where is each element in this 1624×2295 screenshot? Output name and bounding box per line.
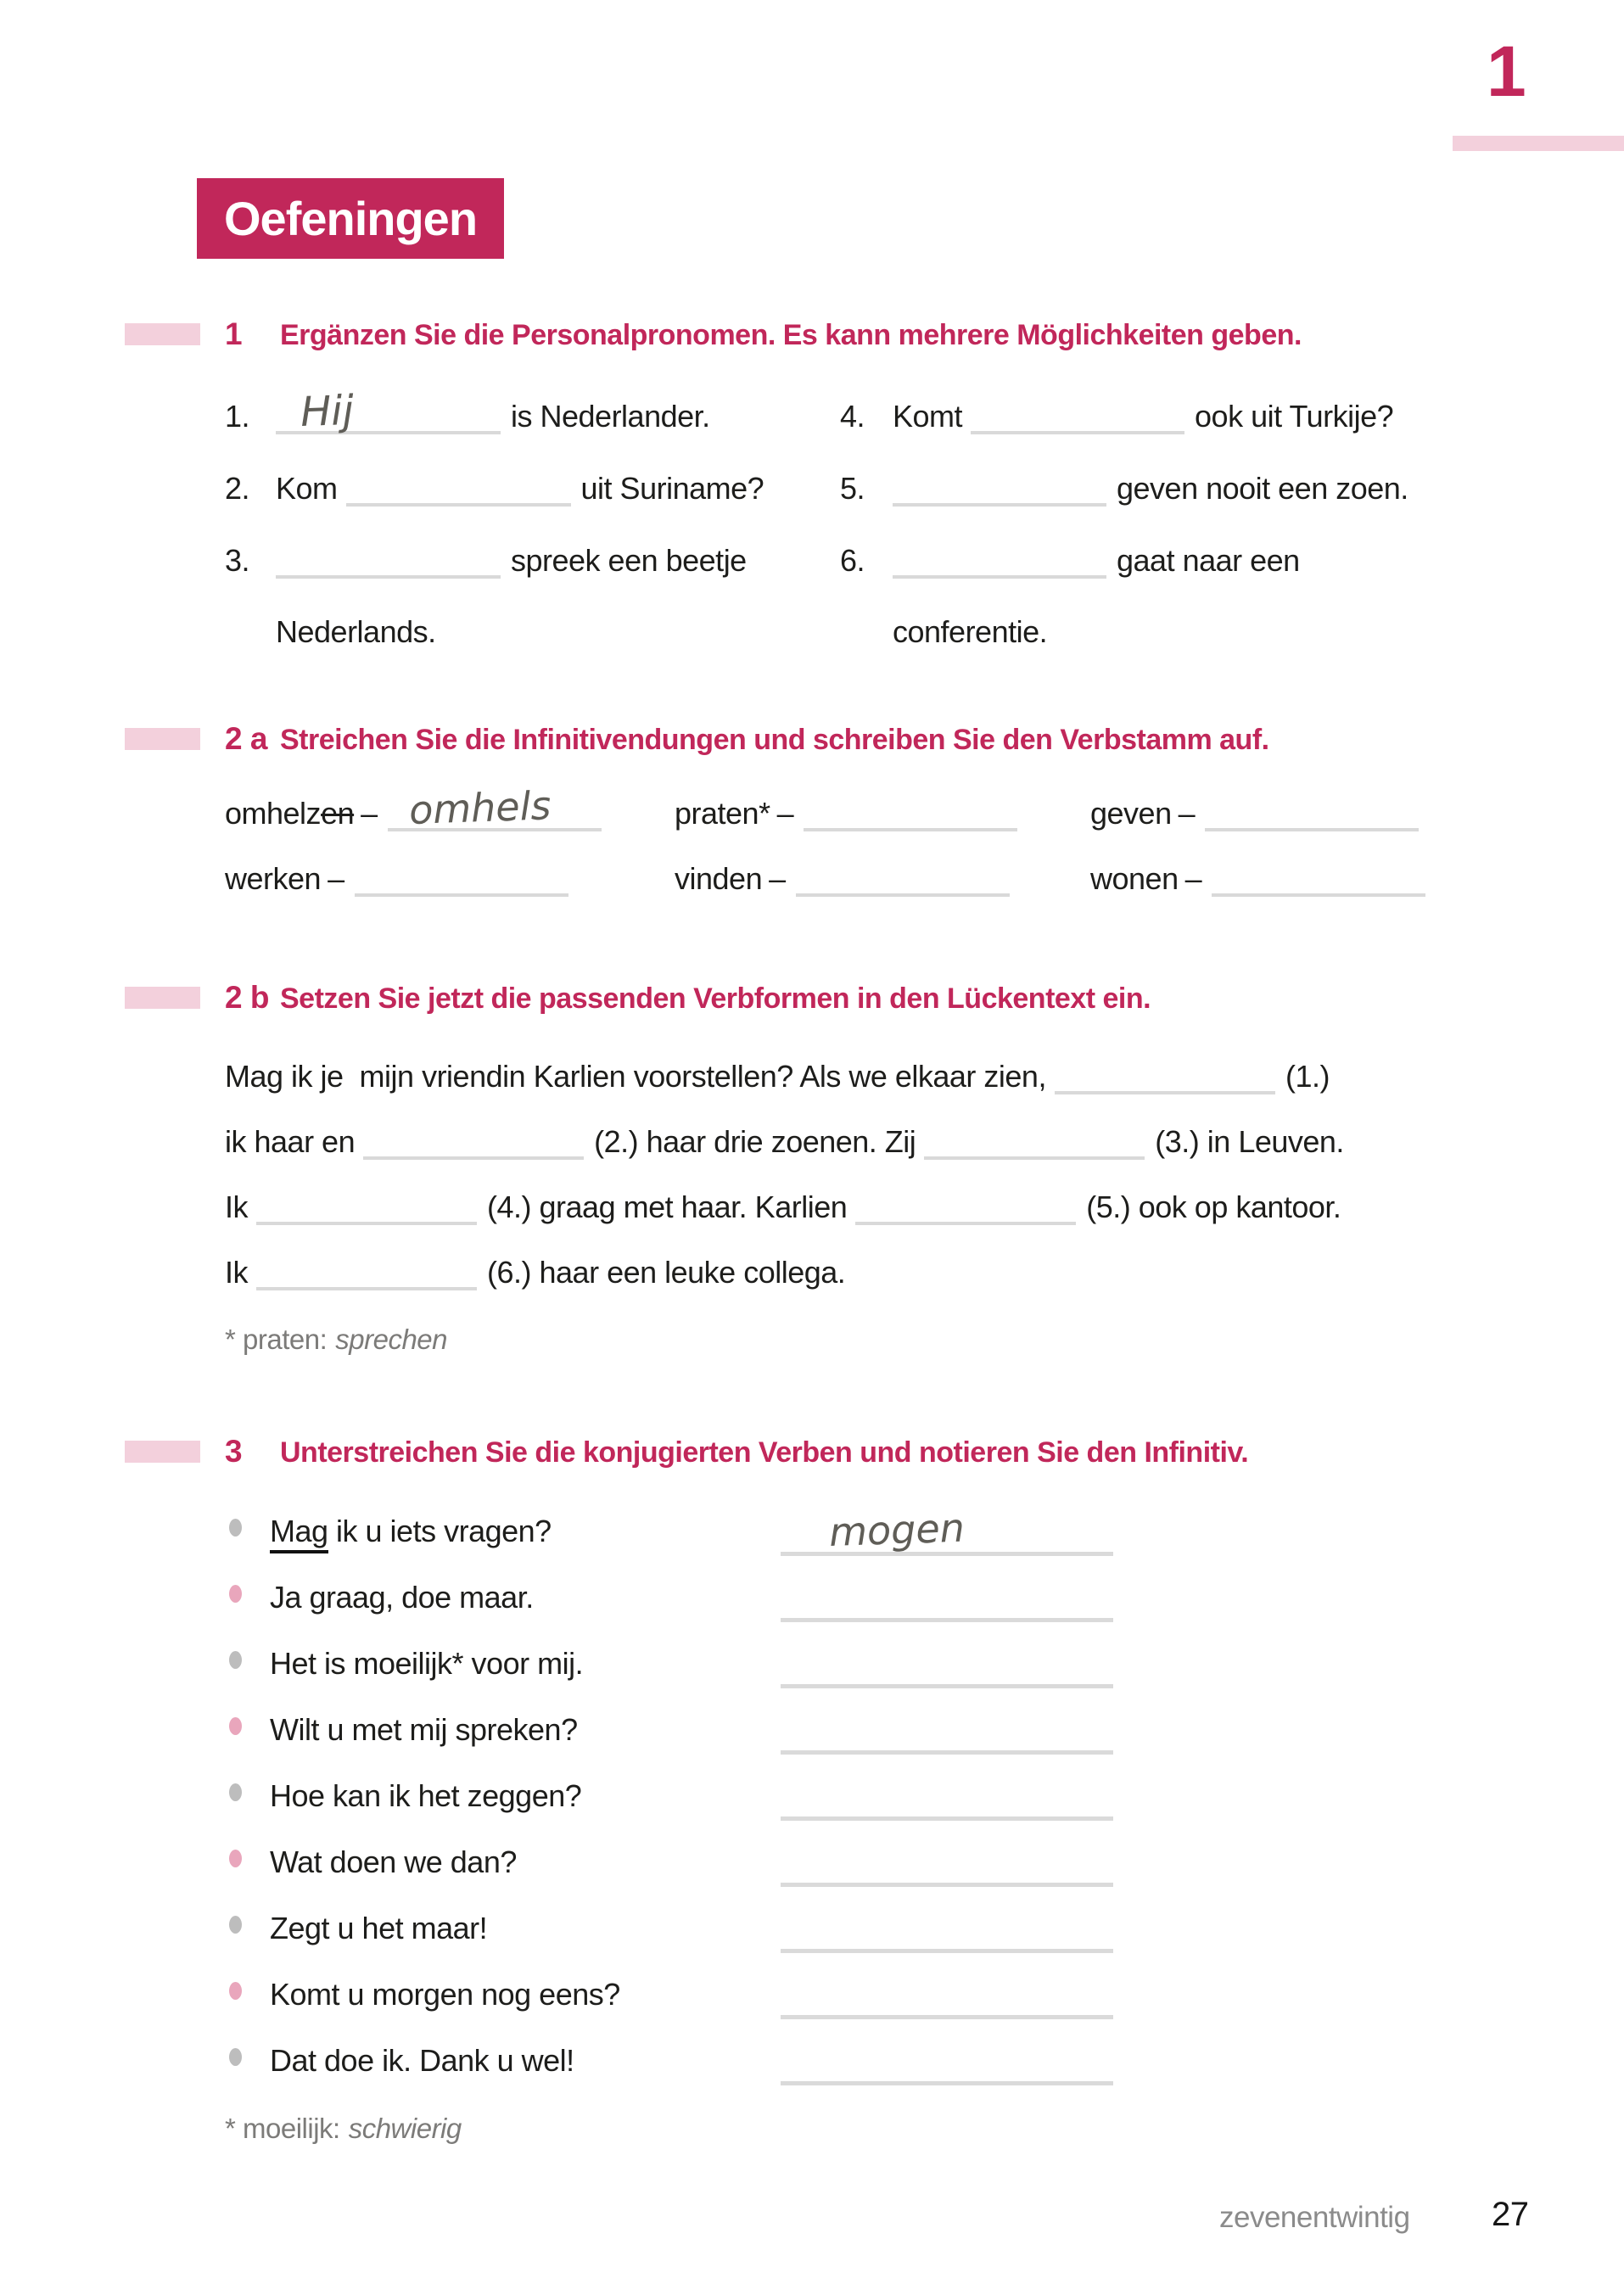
blank-line: [388, 782, 602, 833]
gap-label: (1.): [1285, 1059, 1330, 1094]
ex1-item-6: [840, 541, 1300, 579]
item-text: Kom: [276, 471, 338, 506]
ex1-item-6-wrap: [893, 613, 1047, 650]
footnote-term: sprechen: [335, 1324, 448, 1355]
item-text: Hoe kan ik het zeggen?: [270, 1778, 582, 1813]
blank-line: [924, 1122, 1145, 1160]
item-text: Dat doe ik. Dank u wel!: [270, 2043, 574, 2078]
answer-line: [781, 1684, 1113, 1688]
unit-number: 1: [1487, 31, 1526, 111]
item-text: conferentie.: [893, 614, 1048, 649]
bullet-icon: [229, 1982, 242, 2000]
exercise2b-number: 2 b: [225, 980, 269, 1015]
blank-line: [971, 397, 1184, 434]
handwritten-answer: Hij: [300, 386, 355, 436]
answer-line: [781, 2081, 1113, 2085]
gap-text: ik haar en: [225, 1124, 356, 1159]
blank-line: [256, 1188, 477, 1225]
bullet-icon: [229, 1519, 242, 1537]
item-text: gaat naar een: [1117, 543, 1300, 578]
dash: –: [328, 861, 344, 896]
dash: –: [769, 861, 786, 896]
gap-text: (3.) in Leuven.: [1155, 1124, 1344, 1159]
item-text: Ja graag, doe maar.: [270, 1580, 534, 1615]
footnote-label: * praten:: [225, 1324, 328, 1355]
blank-line: [256, 1253, 477, 1290]
answer-line: [781, 1883, 1113, 1887]
item-text: Wilt u met mij spreken?: [270, 1712, 578, 1747]
exercise1-instruction: Ergänzen Sie die Personalpronomen. Es kann mehrere Möglichkeiten geben.: [280, 319, 1302, 351]
footnote-label: * moeilijk:: [225, 2113, 340, 2144]
item-text: ook uit Turkije?: [1195, 399, 1394, 434]
item-text: Wat doen we dan?: [270, 1844, 517, 1879]
gap-text: (2.) haar drie zoenen. Zij: [594, 1124, 916, 1159]
item-number: 2.: [225, 471, 250, 506]
answer-line: [781, 2015, 1113, 2019]
exercise1-tag-bar: [125, 323, 200, 345]
item-text: Zegt u het maar!: [270, 1911, 488, 1945]
item-text: uit Suriname?: [580, 471, 764, 506]
ex2a-item-vinden: [675, 859, 1020, 897]
ex2b-footnote: [225, 1324, 447, 1356]
blank-line: [1212, 859, 1425, 897]
gap-text: (5.) ook op kantoor.: [1086, 1189, 1341, 1224]
section-title-box: [197, 178, 504, 259]
exercise2b-tag-bar: [125, 987, 200, 1009]
answer-line: [781, 1816, 1113, 1821]
gap-text: (6.) haar een leuke collega.: [487, 1255, 846, 1290]
item-text: Het is moeilijk* voor mij.: [270, 1646, 584, 1681]
answer-line: [781, 1750, 1113, 1755]
ex3-footnote: [225, 2113, 462, 2145]
item-text: [270, 1513, 552, 1549]
item-text: spreek een beetje: [511, 543, 747, 578]
dash: –: [361, 796, 378, 831]
bullet-icon: [229, 1850, 242, 1867]
verb-stem: werken: [225, 861, 322, 896]
gap-text: (4.) graag met haar. Karlien: [487, 1189, 848, 1224]
dash: –: [1178, 796, 1196, 831]
item-text: geven nooit een zoen.: [1117, 471, 1408, 506]
item-number: 1.: [225, 399, 250, 434]
verb-stem: omhelz: [225, 796, 322, 831]
blank-line: [276, 541, 501, 579]
ex2a-item-praten: [675, 794, 1028, 831]
ex1-item-3: [225, 541, 747, 579]
underlined-verb: Mag: [270, 1514, 328, 1553]
item-number: 5.: [840, 471, 865, 506]
item-text: Nederlands.: [276, 614, 436, 649]
bullet-icon: [229, 1916, 242, 1934]
ex1-item-3-wrap: [276, 613, 436, 650]
exercise1-number: 1: [225, 316, 243, 351]
blank-line: [363, 1122, 584, 1160]
item-text: Komt u morgen nog eens?: [270, 1977, 620, 2012]
ex1-item-2: [225, 469, 764, 507]
blank-line: [1205, 794, 1419, 831]
blank-line: [893, 469, 1106, 507]
ex2b-line-4: [225, 1253, 845, 1290]
bullet-icon: [229, 2048, 242, 2066]
exercise3-number: 3: [225, 1434, 243, 1469]
ex1-item-1: [225, 386, 710, 436]
exercise2a-instruction: Streichen Sie die Infinitivendungen und schreiben Sie den Verbstamm auf.: [280, 724, 1269, 756]
struck-ending: en: [321, 796, 355, 831]
exercise2b-instruction: Setzen Sie jetzt die passenden Verbformen in den Lückentext ein.: [280, 982, 1151, 1015]
dash: –: [1184, 861, 1202, 896]
blank-line: [796, 859, 1010, 897]
blank-line: [804, 794, 1017, 831]
footer-page-number: 27: [1492, 2196, 1529, 2233]
bullet-icon: [229, 1717, 242, 1735]
item-number: 3.: [225, 543, 250, 578]
answer-line: [781, 1504, 1113, 1556]
exercise3-tag-bar: [125, 1441, 200, 1463]
footer-page-word: zevenentwintig: [1219, 2201, 1410, 2234]
exercise2a-number: 2 a: [225, 721, 267, 756]
ex2b-line-3: [225, 1188, 1341, 1225]
footnote-term: schwierig: [348, 2113, 462, 2144]
blank-line: [855, 1188, 1076, 1225]
ex2a-item-geven: [1090, 794, 1429, 831]
item-number: 6.: [840, 543, 865, 578]
dash: –: [776, 796, 794, 831]
verb-stem: praten*: [675, 796, 770, 831]
item-text-rest: ik u iets vragen?: [328, 1514, 552, 1548]
blank-line: [276, 386, 501, 436]
bullet-icon: [229, 1651, 242, 1669]
verb-stem: vinden: [675, 861, 763, 896]
ex1-item-5: [840, 469, 1408, 507]
blank-line: [1055, 1057, 1275, 1094]
handwritten-answer: mogen: [828, 1504, 966, 1555]
exercise3-instruction: Unterstreichen Sie die konjugierten Verben und notieren Sie den Infinitiv.: [280, 1436, 1249, 1469]
ex2a-item-werken: [225, 859, 579, 897]
gap-text: Ik: [225, 1255, 249, 1290]
handwritten-answer: omhels: [407, 782, 552, 833]
answer-line: [781, 1618, 1113, 1622]
top-accent-bar: [1453, 136, 1624, 151]
item-text: is Nederlander.: [511, 399, 710, 434]
verb-stem: geven: [1090, 796, 1172, 831]
blank-line: [893, 541, 1106, 579]
verb-stem: wonen: [1090, 861, 1179, 896]
bullet-icon: [229, 1783, 242, 1801]
blank-line: [346, 469, 571, 507]
ex1-item-4: [840, 397, 1393, 434]
bullet-icon: [229, 1585, 242, 1603]
ex2b-line-1: [225, 1057, 1330, 1094]
ex2a-item-omhelzen: [225, 782, 612, 833]
gap-text: Mag ik je mijn vriendin Karlien voorstellen? Als we elkaar zien,: [225, 1059, 1046, 1094]
section-title: Oefeningen: [224, 192, 478, 245]
item-text: Komt: [893, 399, 963, 434]
ex2b-line-2: [225, 1122, 1344, 1160]
exercise2a-tag-bar: [125, 728, 200, 750]
item-number: 4.: [840, 399, 865, 434]
gap-text: Ik: [225, 1189, 249, 1224]
ex2a-item-wonen: [1090, 859, 1436, 897]
blank-line: [355, 859, 568, 897]
answer-line: [781, 1949, 1113, 1953]
